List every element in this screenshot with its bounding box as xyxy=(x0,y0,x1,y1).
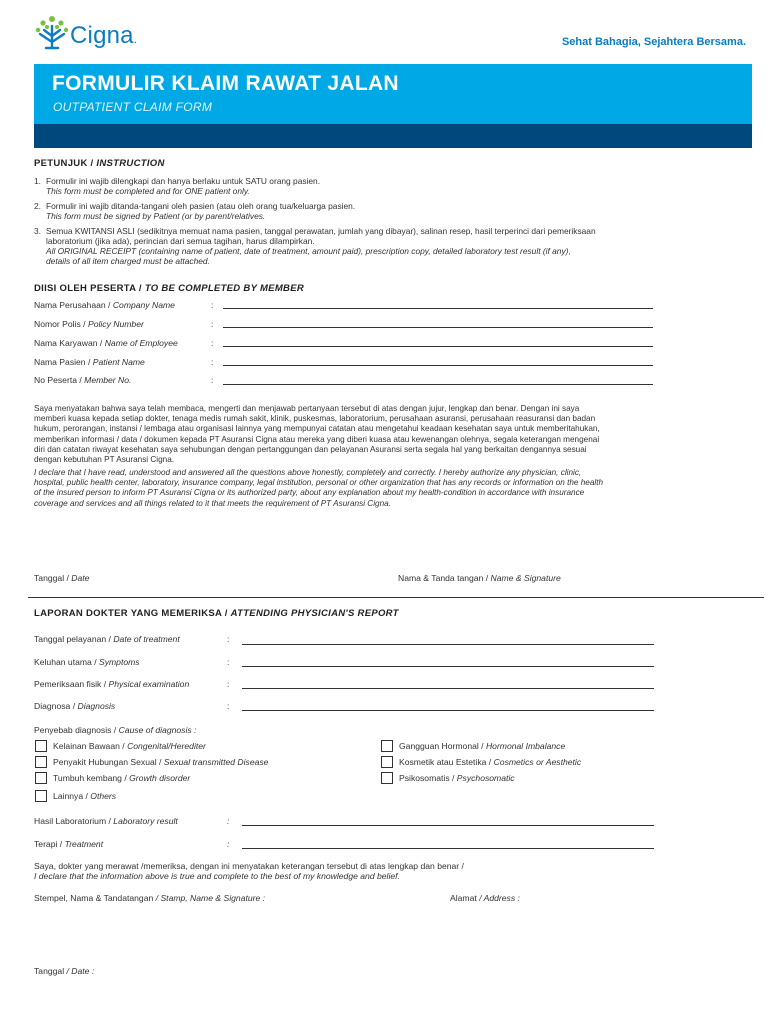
physician-date-label: Tanggal / Date : xyxy=(34,966,95,976)
lab-result-field[interactable] xyxy=(242,825,654,826)
instruction-item: 1. Formulir ini wajib dilengkapi dan hanya berlaku untuk SATU orang pasien. This form must be completed and for ONE patient only. xyxy=(34,176,321,196)
cigna-tree-logo-icon xyxy=(34,14,70,54)
policy-number-field[interactable] xyxy=(223,327,653,328)
policy-number-label: Nomor Polis / Policy Number xyxy=(34,319,144,329)
form-title: FORMULIR KLAIM RAWAT JALAN xyxy=(52,72,399,95)
psychosomatic-checkbox[interactable] xyxy=(381,772,393,784)
member-date-label: Tanggal / Date xyxy=(34,573,90,583)
form-subtitle: OUTPATIENT CLAIM FORM xyxy=(53,100,213,114)
employee-name-field[interactable] xyxy=(223,346,653,347)
others-checkbox[interactable] xyxy=(35,790,47,802)
field-colon: : xyxy=(227,679,230,689)
cause-of-diagnosis-label: Penyebab diagnosis / Cause of diagnosis : xyxy=(34,725,197,735)
cosmetics-checkbox[interactable] xyxy=(381,756,393,768)
brand-logo-text: Cigna. xyxy=(70,22,138,49)
member-signature-label: Nama & Tanda tangan / Name & Signature xyxy=(398,573,561,583)
therapy-label: Terapi / Treatment xyxy=(34,839,104,849)
physician-declaration-en: I declare that the information above is true and complete to the best of my knowledge and belief. xyxy=(34,871,400,881)
physical-exam-field[interactable] xyxy=(242,688,654,689)
title-band-dark xyxy=(34,124,752,148)
field-colon: : xyxy=(227,634,230,644)
member-declaration-id: Saya menyatakan bahwa saya telah membaca, mengerti dan menjawab pertanyaan tersebut di atas dengan jujur, lengkap dan benar. Dengan ini saya memberi kuasa kepada setiap dokter, tenaga medis rumah sakit, klinik, puskesmas, laboratorium, perusahaan asuransi, perusahaan reasuransi dan badan hukum, perorangan, instansi / lembaga atau organisasi lainnya yang mempunyai catatan atau mengetahui keadaan kesehatan saya untuk memberitahukan, memberikan informasi / data / dokumen kepada PT Asuransi Cigna atau mereka yang diberi kuasa atau kewenangan olehnya, segala keterangan mengenai diri dan catatan riwayat kesehatan saya sehubungan dengan pertanggungan dan pelayanan Asuransi serta segala hal yang berkaitan dengannya sesuai dengan kebutuhan PT Asuransi Cigna. xyxy=(34,404,600,465)
field-colon: : xyxy=(211,357,214,367)
symptoms-field[interactable] xyxy=(242,666,654,667)
member-number-label: No Peserta / Member No. xyxy=(34,375,132,385)
congenital-label: Kelainan Bawaan / Congenital/Herediter xyxy=(53,741,206,751)
hormonal-checkbox[interactable] xyxy=(381,740,393,752)
physician-section-heading: LAPORAN DOKTER YANG MEMERIKSA / ATTENDING PHYSICIAN'S REPORT xyxy=(34,608,399,619)
patient-name-label: Nama Pasien / Patient Name xyxy=(34,357,145,367)
hormonal-label: Gangguan Hormonal / Hormonal Imbalance xyxy=(399,741,566,751)
brand-tagline: Sehat Bahagia, Sejahtera Bersama. xyxy=(561,36,746,48)
treatment-date-field[interactable] xyxy=(242,644,654,645)
cosmetics-label: Kosmetik atau Estetika / Cosmetics or Aesthetic xyxy=(399,757,582,767)
growth-disorder-checkbox[interactable] xyxy=(35,772,47,784)
symptoms-label: Keluhan utama / Symptoms xyxy=(34,657,140,667)
patient-name-field[interactable] xyxy=(223,365,653,366)
employee-name-label: Nama Karyawan / Name of Employee xyxy=(34,338,178,348)
field-colon: : xyxy=(227,701,230,711)
std-label: Penyakit Hubungan Sexual / Sexual transmitted Disease xyxy=(53,757,269,767)
diagnosis-field[interactable] xyxy=(242,710,654,711)
field-colon: : xyxy=(227,816,230,826)
member-section-heading: DIISI OLEH PESERTA / TO BE COMPLETED BY MEMBER xyxy=(34,283,304,294)
field-colon: : xyxy=(211,319,214,329)
member-number-field[interactable] xyxy=(223,384,653,385)
therapy-field[interactable] xyxy=(242,848,654,849)
physical-exam-label: Pemeriksaan fisik / Physical examination xyxy=(34,679,190,689)
company-name-label: Nama Perusahaan / Company Name xyxy=(34,300,175,310)
std-checkbox[interactable] xyxy=(35,756,47,768)
treatment-date-label: Tanggal pelayanan / Date of treatment xyxy=(34,634,180,644)
diagnosis-label: Diagnosa / Diagnosis xyxy=(34,701,116,711)
company-name-field[interactable] xyxy=(223,308,653,309)
stamp-signature-label: Stempel, Nama & Tandatangan / Stamp, Name & Signature : xyxy=(34,893,266,903)
psychosomatic-label: Psikosomatis / Psychosomatic xyxy=(399,773,515,783)
field-colon: : xyxy=(211,375,214,385)
congenital-checkbox[interactable] xyxy=(35,740,47,752)
address-label: Alamat / Address : xyxy=(450,893,520,903)
field-colon: : xyxy=(227,657,230,667)
physician-declaration-id: Saya, dokter yang merawat /memeriksa, dengan ini menyatakan keterangan tersebut di atas lengkap dan benar / xyxy=(34,861,464,871)
instructions-heading: PETUNJUK / INSTRUCTION xyxy=(34,158,165,169)
others-label: Lainnya / Others xyxy=(53,791,117,801)
member-declaration-en: I declare that I have read, understood and answered all the questions above honestly, completely and correctly. I hereby authorize any physician, clinic, hospital, public health center, laboratory, insurance company, legal institution, personal or other organization that has any records or information on the health of the insured person to inform PT Asuransi Cigna or its authorized party, about any explanation about my health-condition in accordance with insurance coverage and services and all things related to it that meets the requirement of PT Asuransi Cigna. xyxy=(34,468,604,508)
section-divider xyxy=(28,597,764,598)
field-colon: : xyxy=(211,338,214,348)
growth-disorder-label: Tumbuh kembang / Growth disorder xyxy=(53,773,191,783)
instruction-item: 2. Formulir ini wajib ditanda-tangani oleh pasien (atau oleh orang tua/keluarga pasien. This form must be signed by Patient (or by parent/relatives. xyxy=(34,201,356,221)
field-colon: : xyxy=(227,839,230,849)
instruction-item: 3. Semua KWITANSI ASLI (sedikitnya memuat nama pasien, tanggal perawatan, jumlah yang dibayar), salinan resep, hasil terperinci dari pemeriksaan laboratorium (jika ada), perincian dari semua tagihan, harus dilampirkan. All ORIGINAL RECEIPT (containing name of patient, date of treatment, amount paid), prescription copy, detailed laboratory test result (if any), details of all item charged must be attached. xyxy=(34,226,596,266)
lab-result-label: Hasil Laboratorium / Laboratory result xyxy=(34,816,178,826)
field-colon: : xyxy=(211,300,214,310)
